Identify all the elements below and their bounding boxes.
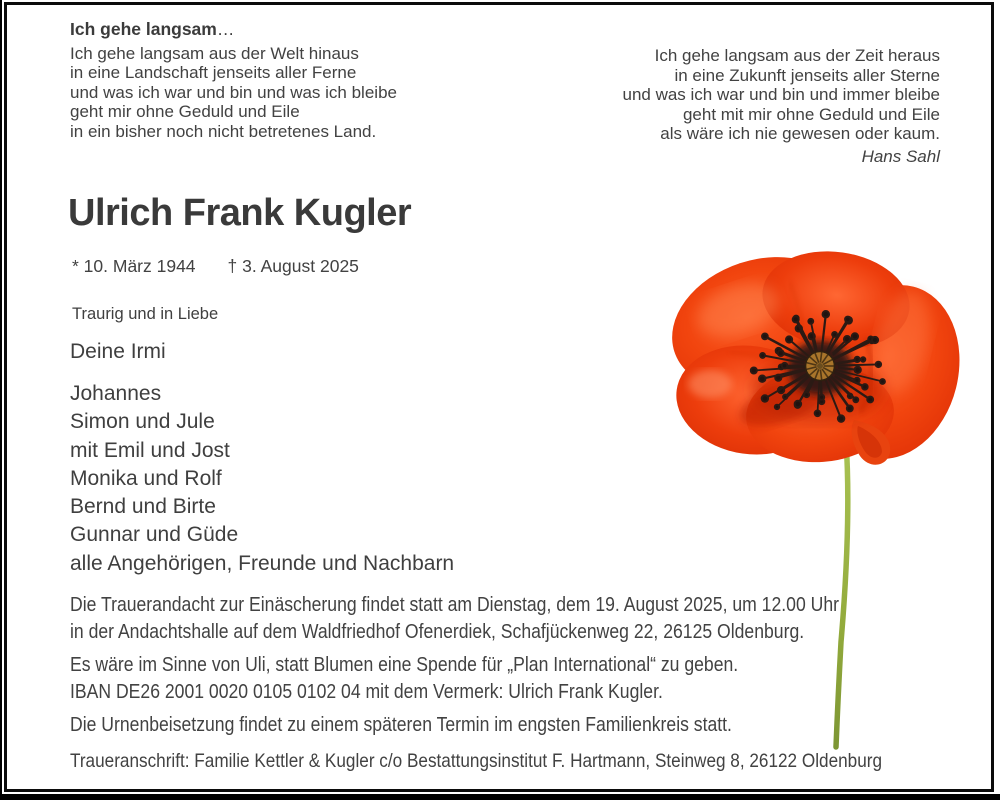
mourner-item: mit Emil und Jost (70, 438, 230, 462)
poppy-flower-image (640, 242, 980, 762)
poem-line: in ein bisher noch nicht betretenes Land. (70, 121, 377, 141)
mourner-item: Bernd und Birte (70, 495, 216, 519)
mourner-list (70, 380, 454, 578)
mourner-primary: Deine Irmi (70, 340, 166, 363)
poem-line: und was ich war und bin und immer bleibe (622, 85, 940, 105)
donation-line: IBAN DE26 2001 0020 0105 0102 04 mit dem Vermerk: Ulrich Frank Kugler. (70, 681, 663, 703)
service-line: in der Andachtshalle auf dem Waldfriedhof Ofenerdiek, Schafjückenweg 22, 26125 Oldenburg. (70, 621, 805, 643)
death-date: † 3. August 2025 (227, 256, 359, 276)
poem-line: und was ich war und bin und was ich bleibe (70, 82, 397, 102)
poem-left (70, 20, 397, 142)
poem-line: als wäre ich nie gewesen oder kaum. (660, 124, 940, 144)
mourner-item: alle Angehörigen, Freunde und Nachbarn (70, 551, 455, 575)
deceased-name: Ulrich Frank Kugler (68, 192, 412, 234)
mourning-intro: Traurig und in Liebe (72, 305, 219, 323)
birth-date: * 10. März 1944 (72, 256, 196, 276)
poppy-stem (836, 440, 848, 747)
poem-line: Ich gehe langsam aus der Welt hinaus (70, 43, 359, 63)
poem-attribution: Hans Sahl (861, 146, 940, 166)
mourner-item: Simon und Jule (70, 410, 215, 434)
poem-line: in eine Landschaft jenseits aller Ferne (70, 63, 357, 83)
mourner-item: Johannes (70, 382, 162, 405)
donation-info (70, 652, 738, 706)
burial-line: Die Urnenbeisetzung findet zu einem späteren Termin im engsten Familienkreis statt. (70, 714, 732, 736)
poem-line: in eine Zukunft jenseits aller Sterne (674, 65, 940, 85)
address-line: Traueranschrift: Familie Kettler & Kugler c/o Bestattungsinstitut F. Hartmann, Steinweg 8, 26122 Oldenburg (70, 750, 883, 772)
mourner-item: Monika und Rolf (70, 466, 222, 490)
life-dates (72, 256, 359, 277)
poem-title (70, 20, 397, 40)
poem-title-text: Ich gehe langsam (70, 19, 217, 39)
mourner-item: Gunnar und Güde (70, 523, 239, 547)
poem-title-ellipsis: … (216, 19, 235, 39)
poem-right (622, 46, 940, 167)
poem-line: geht mir ohne Geduld und Eile (70, 102, 300, 122)
burial-info (70, 712, 732, 739)
service-line: Die Trauerandacht zur Einäscherung findet statt am Dienstag, dem 19. August 2025, um 12.00 Uhr (70, 594, 839, 616)
poem-line: Ich gehe langsam aus der Zeit heraus (654, 46, 940, 65)
poem-line: geht mit mir ohne Geduld und Eile (682, 104, 940, 124)
donation-line: Es wäre im Sinne von Uli, statt Blumen eine Spende für „Plan International“ zu geben. (70, 654, 739, 676)
